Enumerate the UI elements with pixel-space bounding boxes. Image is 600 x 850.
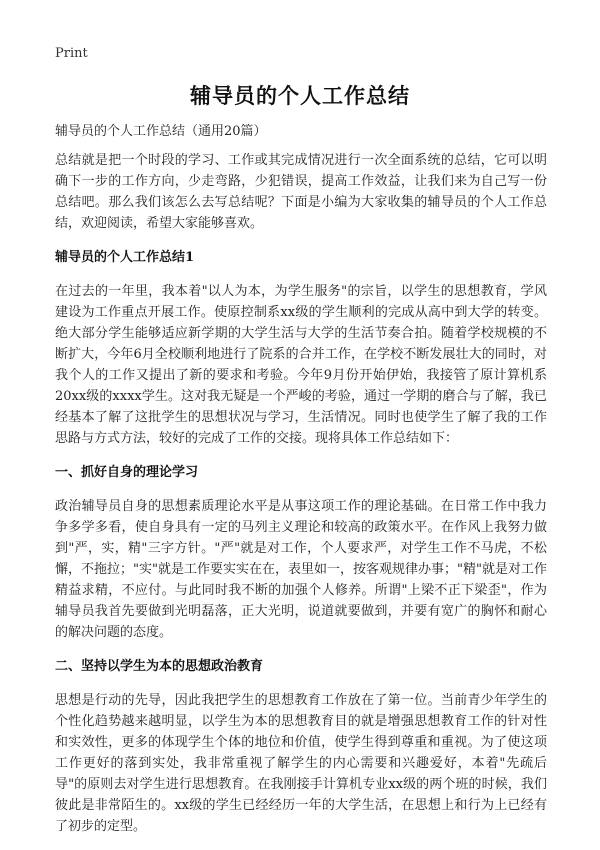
page-title: 辅导员的个人工作总结: [190, 83, 410, 108]
subsection-heading-student-oriented: 二、坚持以学生为本的思想政治教育: [55, 659, 264, 674]
article-body: [55, 150, 547, 850]
subsection-heading-theory-study: 一、抓好自身的理论学习: [55, 465, 199, 480]
section-heading-1: 辅导员的个人工作总结1: [55, 250, 195, 265]
document-subtitle: 辅导员的个人工作总结（通用20篇）: [55, 124, 267, 139]
print-link[interactable]: Print: [55, 46, 88, 61]
intro-paragraph: 总结就是把一个时段的学习、工作或其完成情况进行一次全面系统的总结，它可以明确下一步的工作方向，少走弯路，少犯错误，提高工作效益，让我们来为自己写一份总结吧。那么我们该怎么去写总结呢？下面是小编为大家收集的辅导员的个人工作总结，欢迎阅读，希望大家能够喜欢。: [55, 153, 547, 231]
subsection-paragraph-student-oriented: 思想是行动的先导，因此我把学生的思想教育工作放在了第一位。当前青少年学生的个性化趋势越来越明显，以学生为本的思想教育目的就是增强思想教育工作的针对性和实效性，更多的体现学生个体的地位和价值，使学生得到尊重和重视。为了使这项工作更好的落到实处，我非常重视了解学生的内心需要和兴趣爱好，本着"先疏后导"的原则去对学生进行思想教育。在我刚接手计算机专业xx级的两个班的时候，我们彼此是非常陌生的。xx级的学生已经经历一年的大学生活，在思想上和行为上已经有了初步的定型。: [55, 693, 547, 834]
subsection-paragraph-theory-study: 政治辅导员自身的思想素质理论水平是从事这项工作的理论基础。在日常工作中我力争多学多看，使自身具有一定的马列主义理论和较高的政策水平。在作风上我努力做到"严，实，精"三字方针。"严"就是对工作，个人要求严，对学生工作不马虎，不松懈，不拖拉；"实"就是工作要实实在在，表里如一，按客观规律办事；"精"就是对工作精益求精，不应付。与此同时我不断的加强个人修养。所谓"上梁不正下梁歪"，作为辅导员我首先要做到光明磊落，正大光明，说道就要做到，并要有宽广的胸怀和耐心的解决问题的态度。: [55, 499, 547, 640]
section-paragraph-1: 在过去的一年里，我本着"以人为本，为学生服务"的宗旨，以学生的思想教育，学风建设为工作重点开展工作。使原控制系xx级的学生顺利的完成从高中到大学的转变。绝大部分学生能够适应新学期的大学生活与大学的生活节奏合拍。随着学校规模的不断扩大，今年6月全校顺利地进行了院系的合并工作，在学校不断发展壮大的同时，对我个人的工作又提出了新的要求和考验。今年9月份开始伊始，我接管了原计算机系20xx级的xxxx学生。这对我无疑是一个严峻的考验，通过一学期的磨合与了解，我已经基本了解了这批学生的思想状况与学习，生活情况。同时也使学生了解了我的工作思路与方式方法，较好的完成了工作的交接。现将具体工作总结如下：: [55, 284, 547, 446]
